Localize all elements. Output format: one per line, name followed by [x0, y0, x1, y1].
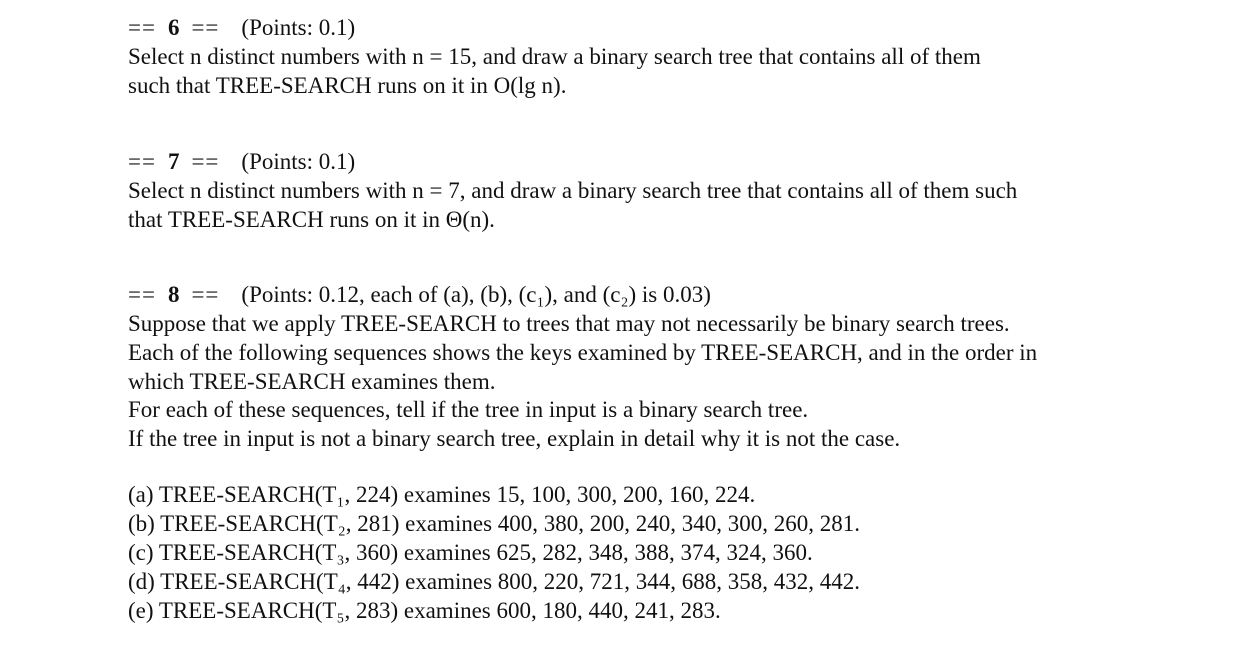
q7-header [128, 148, 355, 176]
q8-item-c: (c) TREE-SEARCH(T₃, 360) examines 625, 282, 348, 388, 374, 324, 360. [128, 539, 813, 565]
q7-marker-left: == [128, 149, 156, 174]
q6-body [128, 43, 1148, 101]
q8-marker-right: == [191, 282, 220, 307]
q7-marker-right: == [191, 149, 220, 174]
q6-header [128, 14, 355, 42]
q8-item-b: (b) TREE-SEARCH(T₂, 281) examines 400, 380, 200, 240, 340, 300, 260, 281. [128, 510, 861, 536]
q6-number: 6 [167, 15, 180, 40]
q6-marker-left: == [128, 15, 156, 40]
q8-line: Suppose that we apply TREE-SEARCH to trees that may not necessarily be binary search trees. [128, 311, 1010, 336]
q8-item-a: (a) TREE-SEARCH(T₁, 224) examines 15, 100, 300, 200, 160, 224. [128, 482, 756, 507]
q8-item-d: (d) TREE-SEARCH(T₄, 442) examines 800, 220, 721, 344, 688, 358, 432, 442. [128, 568, 861, 594]
q7-points: (Points: 0.1) [241, 149, 356, 174]
q8-number: 8 [167, 282, 180, 307]
q8-body [128, 310, 1148, 454]
q7-line: Select n distinct numbers with n = 7, and draw a binary search tree that contains all of them such [128, 178, 1018, 203]
q8-points: (Points: 0.12, each of (a), (b), (c₁), and (c₂) is 0.03) [241, 282, 711, 307]
q8-line: If the tree in input is not a binary search tree, explain in detail why it is not the case. [128, 426, 901, 452]
q8-item-e: (e) TREE-SEARCH(T₅, 283) examines 600, 180, 440, 241, 283. [128, 597, 721, 623]
q6-line: such that TREE-SEARCH runs on it in O(lg n). [128, 72, 567, 98]
q8-line: Each of the following sequences shows the keys examined by TREE-SEARCH, and in the order in [128, 339, 1038, 365]
q6-points: (Points: 0.1) [241, 15, 356, 40]
q8-marker-left: == [128, 282, 156, 307]
q8-header [128, 281, 711, 309]
q8-sequence-list [128, 481, 860, 625]
q8-line: which TREE-SEARCH examines them. [128, 368, 496, 394]
q7-body [128, 177, 1148, 235]
q6-marker-right: == [191, 15, 220, 40]
q8-line: For each of these sequences, tell if the tree in input is a binary search tree. [128, 397, 809, 423]
q6-line: Select n distinct numbers with n = 15, and draw a binary search tree that contains all of them [128, 44, 981, 69]
q7-line: that TREE-SEARCH runs on it in Θ(n). [128, 206, 495, 232]
q7-number: 7 [167, 149, 180, 174]
